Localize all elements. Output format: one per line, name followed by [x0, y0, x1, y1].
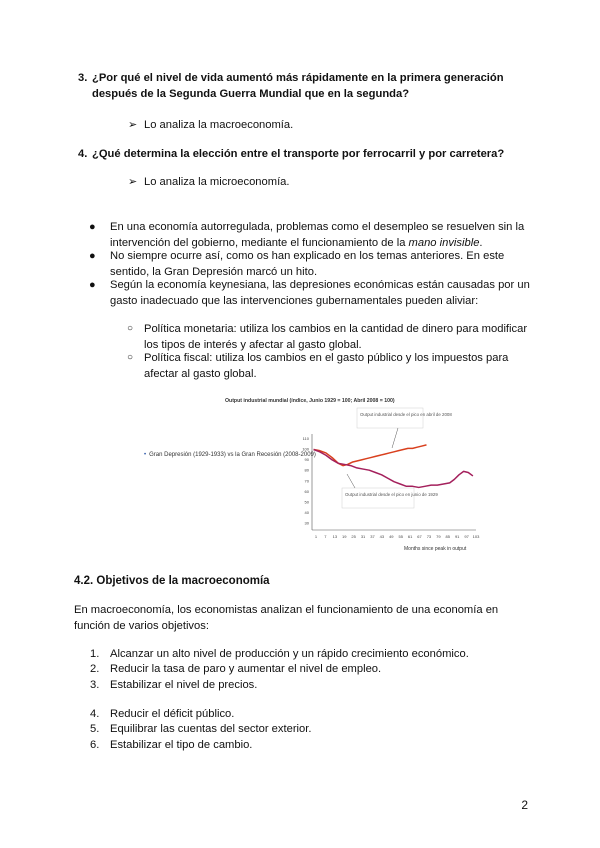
bullet-icon: ● [89, 279, 96, 291]
y-tick-label: 60 [304, 488, 309, 494]
bullet-item [89, 219, 530, 251]
list-number: 3. [90, 678, 100, 691]
list-item [90, 738, 311, 753]
answer-3 [128, 117, 293, 133]
answer-text: Lo analiza la microeconomía. [144, 176, 290, 188]
list-text: Estabilizar el tipo de cambio. [110, 738, 253, 751]
objectives-list-a [90, 647, 469, 693]
x-tick-label: 61 [407, 534, 413, 539]
question-number: 4. [78, 148, 88, 160]
list-number: 4. [90, 708, 100, 720]
x-tick-label: 25 [351, 534, 356, 539]
section-heading: 4.2. Objetivos de la macroeconomía [74, 575, 270, 587]
question-text: ¿Por qué el nivel de vida aumentó más rápidamente en la primera generación después de la Segunda Guerra Mundial que en la segunda? [92, 72, 504, 100]
bullet-text: En una economía autorregulada, problemas como el desempleo se resuelven sin la intervención del gobierno, mediante el funcionamiento de la [110, 221, 525, 249]
list-text: Alcanzar un alto nivel de producción y un rápido crecimiento económico. [110, 648, 469, 660]
x-tick-label: 79 [436, 534, 441, 539]
industrial-output-chart [140, 392, 490, 562]
bullet-text: No siempre ocurre así, como os han explicado en los temas anteriores. En este sentido, la Gran Depresión marcó un hito. [110, 250, 505, 278]
chart-ticks [302, 436, 480, 539]
x-tick-label: 103 [472, 534, 480, 539]
y-tick-label: 40 [304, 510, 309, 516]
list-item [90, 722, 312, 737]
question-number: 3. [78, 72, 88, 84]
y-tick-label: 100 [302, 446, 309, 452]
x-tick-label: 73 [426, 534, 432, 539]
list-number: 2. [90, 663, 100, 676]
series-line-1929 [314, 450, 473, 488]
annotation-box-2008 [357, 408, 423, 428]
sub-bullet-item [127, 350, 534, 382]
annotation-pointer-1929 [347, 474, 355, 488]
question-text: ¿Qué determina la elección entre el transporte por ferrocarril y por carretera? [92, 148, 505, 160]
list-item [90, 707, 311, 722]
circle-bullet-icon: ○ [127, 323, 134, 334]
annotation-box-1929 [342, 488, 414, 508]
x-tick-label: 19 [342, 534, 347, 539]
list-number: 1. [90, 648, 100, 660]
bullet-text: Según la economía keynesiana, las depresiones económicas están causadas por un gasto inadecuado que las intervenciones gubernamentales pueden aliviar: [110, 279, 530, 307]
list-number: 6. [90, 738, 100, 751]
y-tick-label: 110 [302, 436, 309, 441]
legend-dot-icon: • [144, 452, 147, 458]
bullet-icon: ● [89, 250, 96, 262]
answer-text: Lo analiza la macroeconomía. [144, 119, 294, 131]
annotation-1929: Output industrial desde el pico en junio de 1929 [345, 492, 438, 497]
x-tick-label: 67 [417, 534, 422, 539]
y-tick-label: 70 [304, 478, 309, 484]
section-intro: En macroeconomía, los economistas analizan el funcionamiento de una economía en función de varios objetivos: [74, 604, 499, 632]
chart-xlabel: Months since peak in output [404, 546, 467, 552]
question-4 [78, 146, 532, 162]
x-tick-label: 97 [464, 534, 469, 539]
sub-bullet-item [127, 321, 534, 353]
x-tick-label: 13 [332, 534, 338, 539]
list-text: Reducir la tasa de paro y aumentar el nivel de empleo. [110, 663, 382, 676]
list-text: Reducir el déficit público. [110, 708, 235, 720]
x-tick-label: 37 [370, 534, 375, 539]
chart-side-label: • Gran Depresión (1929-1933) vs la Gran Recesión (2008-2009) [144, 452, 316, 458]
list-item [90, 647, 469, 662]
x-tick-label: 7 [324, 534, 327, 539]
question-3 [78, 70, 532, 102]
x-tick-label: 49 [389, 534, 394, 539]
bullet-item [89, 248, 530, 280]
bullet-item [89, 277, 530, 309]
annotation-2008: Output industrial desde el pico en abril de 2008 [360, 412, 452, 417]
arrow-icon: ➢ [128, 176, 138, 188]
y-tick-label: 90 [304, 457, 309, 463]
chart-lines [314, 445, 473, 488]
x-tick-label: 55 [398, 534, 403, 539]
bullet-italic: mano invisible [408, 237, 480, 249]
x-tick-label: 43 [379, 534, 385, 539]
answer-4 [128, 174, 290, 190]
y-tick-label: 80 [304, 467, 309, 473]
arrow-icon: ➢ [128, 119, 138, 131]
page-number: 2 [521, 798, 528, 812]
sub-bullet-text: Política monetaria: utiliza los cambios en la cantidad de dinero para modificar los tipos de interés y afectar al gasto global. [144, 323, 528, 351]
y-tick-label: 30 [304, 520, 309, 526]
annotation-pointer-2008 [392, 428, 398, 448]
x-tick-label: 91 [454, 534, 460, 539]
objectives-list-b [90, 707, 312, 753]
chart-title: Output industrial mundial (índice, Junio 1929 = 100; Abril 2008 = 100) [225, 398, 395, 404]
circle-bullet-icon: ○ [127, 352, 134, 363]
x-tick-label: 1 [314, 534, 318, 539]
series-line-2008 [314, 445, 427, 466]
list-item [90, 662, 469, 677]
list-text: Estabilizar el nivel de precios. [110, 678, 258, 691]
x-tick-label: 31 [360, 534, 366, 539]
y-tick-label: 50 [304, 499, 309, 505]
x-tick-label: 85 [445, 534, 450, 539]
list-number: 5. [90, 723, 100, 736]
bullet-icon: ● [89, 221, 96, 233]
list-text: Equilibrar las cuentas del sector exterior. [110, 723, 312, 736]
bullet-text-end: . [479, 237, 483, 249]
sub-bullet-text: Política fiscal: utiliza los cambios en el gasto público y los impuestos para afectar al gasto global. [144, 352, 509, 380]
list-item [90, 678, 469, 693]
